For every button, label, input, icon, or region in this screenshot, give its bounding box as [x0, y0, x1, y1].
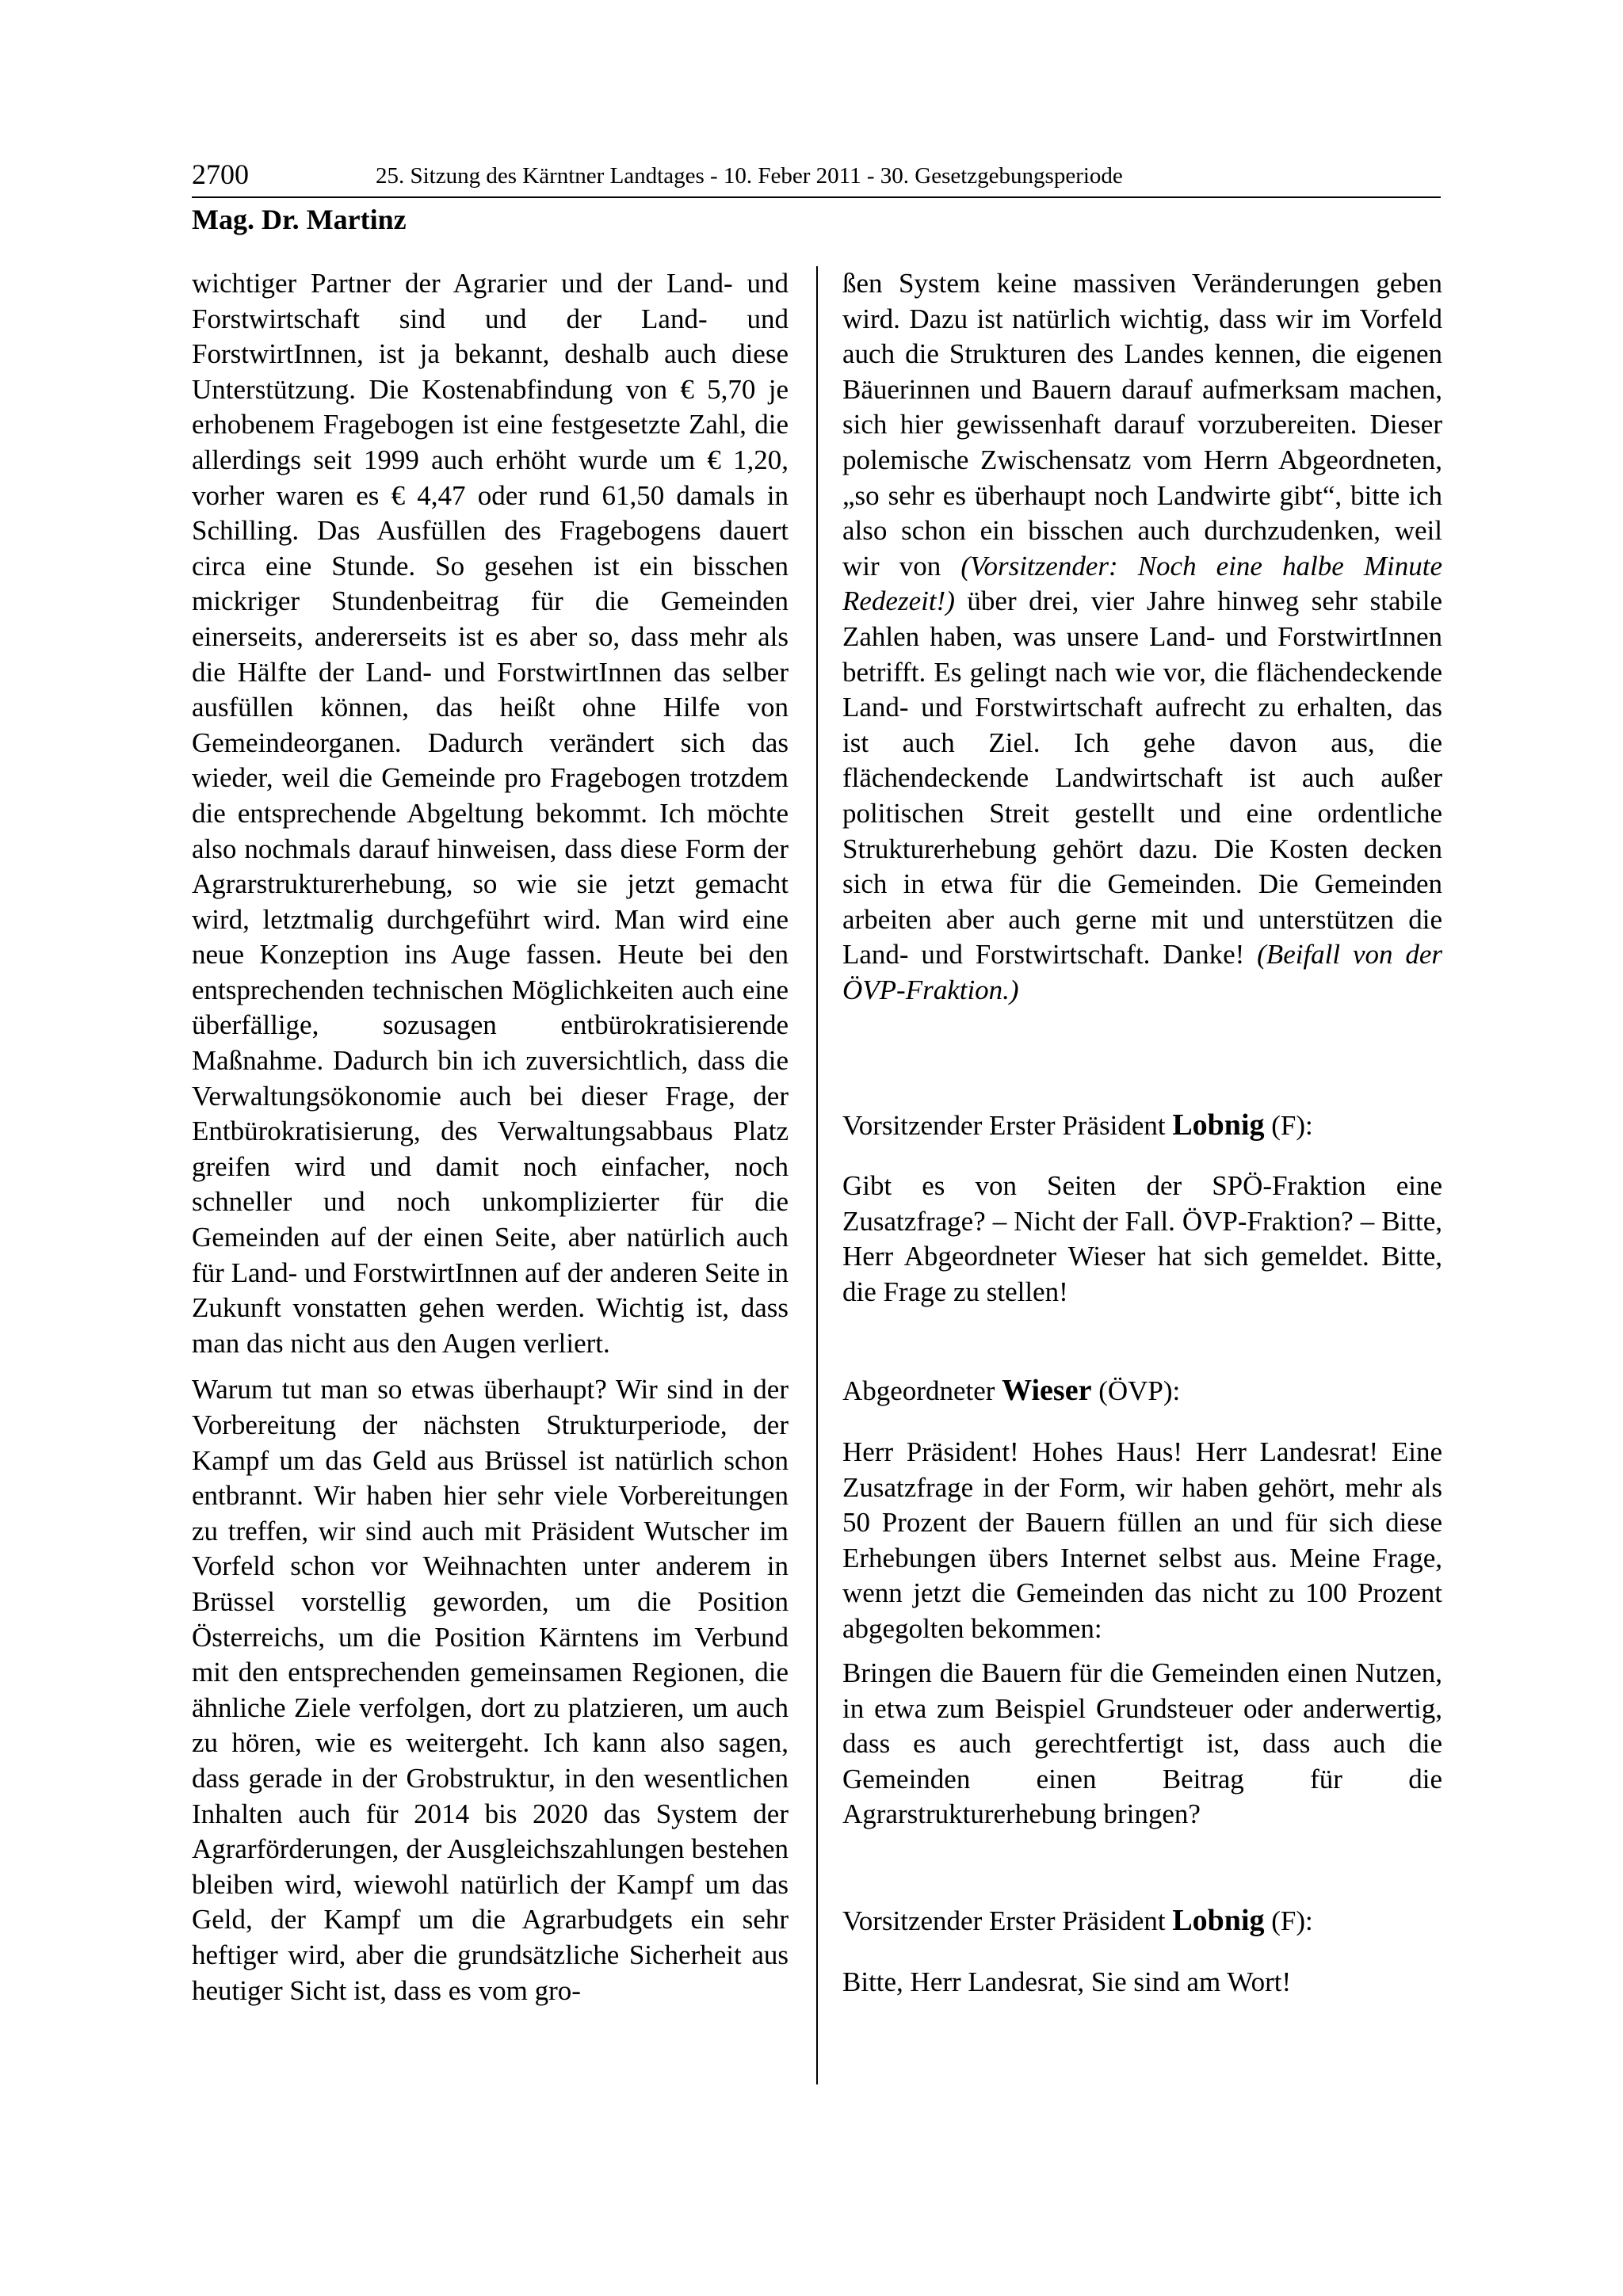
applause-note: (Beifall von der ÖVP-Fraktion.)	[842, 939, 1443, 1005]
speaker-name: Lobnig	[1172, 1904, 1265, 1937]
speech-text: über drei, vier Jahre hinweg sehr stabile Zahlen haben, was unsere Land- und ForstwirtInnen betrifft. Es gelingt nach wie vor, die flächendeckende Land- und Forstwirtschaft aufrecht zu erhalten, das ist auch Ziel. Ich gehe davon aus, die flächendeckende Landwirtschaft ist auch außer politischen Streit gestellt und eine ordentliche Strukturerhebung gehört dazu. Die Kosten decken sich in etwa für die Gemeinden. Die Gemeinden arbeiten aber auch gerne mit und unterstützen die Land- und Forstwirtschaft. Danke!	[842, 585, 1442, 971]
speaker-party: (F):	[1271, 1110, 1313, 1141]
speaker-line-lobnig-1	[842, 1108, 1442, 1144]
page-header	[192, 157, 1441, 198]
right-paragraph-4: Bringen die Bauern für die Gemeinden einen Nutzen, in etwa zum Beispiel Grundsteuer oder anderwertig, dass es auch gerechtfertigt ist, dass auch die Gemeinden einen Beitrag für die Agrarstrukturerhebung bringen?	[842, 1657, 1442, 1830]
speaker-party: (F):	[1271, 1905, 1313, 1936]
right-paragraph-5: Bitte, Herr Landesrat, Sie sind am Wort!	[842, 1966, 1292, 1997]
speech-text: ßen System keine massiven Veränderungen geben wird. Dazu ist natürlich wichtig, dass wir im Vorfeld auch die Strukturen des Landes kennen, die eigenen Bäuerinnen und Bauern darauf aufmerksam machen, sich hier gewissenhaft darauf vorzubereiten. Dieser polemische Zwischensatz vom Herrn Abgeordneten, „so sehr es überhaupt noch Landwirte gibt“, bitte ich also schon ein bisschen auch durchzudenken, weil wir von	[842, 268, 1442, 582]
header-rule	[192, 196, 1441, 198]
speaker-role: Vorsitzender Erster Präsident	[842, 1905, 1166, 1936]
left-paragraph-1: wichtiger Partner der Agrarier und der Land- und Forstwirtschaft sind und der Land- und ForstwirtInnen, ist ja bekannt, deshalb auch diese Unterstützung. Die Kostenabfindung von € 5,70 je erhobenem Fragebogen ist eine festgesetzte Zahl, die allerdings seit 1999 auch erhöht wurde um € 1,20, vorher waren es € 4,47 oder rund 61,50 damals in Schilling. Das Ausfüllen des Fragebogens dauert circa eine Stunde. So gesehen ist ein bisschen mickriger Stundenbeitrag für die Gemeinden einerseits, andererseits ist es aber so, dass mehr als die Hälfte der Land- und ForstwirtInnen das selber ausfüllen können, das heißt ohne Hilfe von Gemeindeorganen. Dadurch verändert sich das wieder, weil die Gemeinde pro Fragebogen trotzdem die entsprechende Abgeltung bekommt. Ich möchte also nochmals darauf hinweisen, dass diese Form der Agrarstrukturerhebung, so wie sie jetzt gemacht wird, letztmalig durchgeführt wird. Man wird eine neue Konzeption ins Auge fassen. Heute bei den entsprechenden technischen Möglichkeiten auch eine überfällige, sozusagen entbürokratisierende Maßnahme. Dadurch bin ich zuversichtlich, dass die Verwaltungsökonomie auch bei dieser Frage, der Entbürokratisierung, des Verwaltungsabbaus Platz greifen wird und damit noch einfacher, noch schneller und noch unkomplizierter für die Gemeinden auf der einen Seite, aber natürlich auch für Land- und ForstwirtInnen auf der anderen Seite in Zukunft vonstatten gehen werden. Wichtig ist, dass man das nicht aus den Augen verliert.	[192, 268, 789, 1359]
running-speaker-heading: Mag. Dr. Martinz	[192, 204, 407, 235]
speaker-line-wieser	[842, 1373, 1442, 1409]
speaker-party: (ÖVP):	[1098, 1375, 1181, 1406]
speaker-name: Lobnig	[1172, 1108, 1265, 1142]
session-title: 25. Sitzung des Kärntner Landtages - 10. Feber 2011 - 30. Gesetzgebungsperiode	[376, 163, 1123, 189]
right-paragraph-1	[842, 266, 1442, 1008]
speaker-role: Vorsitzender Erster Präsident	[842, 1110, 1166, 1141]
column-divider	[816, 266, 818, 2084]
left-column	[192, 266, 789, 2008]
left-paragraph-2: Warum tut man so etwas überhaupt? Wir sind in der Vorbereitung der nächsten Strukturperiode, der Kampf um das Geld aus Brüssel ist natürlich schon entbrannt. Wir haben hier sehr viele Vorbereitungen zu treffen, wir sind auch mit Präsident Wutscher im Vorfeld schon vor Weihnachten unter anderem in Brüssel vorstellig geworden, um die Position Österreichs, um die Position Kärntens im Verbund mit den entsprechenden gemeinsamen Regionen, die ähnliche Ziele verfolgen, dort zu platzieren, um auch zu hören, wie es weitergeht. Ich kann also sagen, dass gerade in der Grobstruktur, in den wesentlichen Inhalten auch für 2014 bis 2020 das System der Agrarförderungen, der Ausgleichszahlungen bestehen bleiben wird, wiewohl natürlich der Kampf um das Geld, der Kampf um die Agrarbudgets ein sehr heftiger wird, aber die grundsätzliche Sicherheit aus heutiger Sicht ist, dass es vom gro-	[192, 1374, 789, 2006]
speaker-role: Abgeordneter	[842, 1375, 995, 1406]
speaker-line-lobnig-2	[842, 1903, 1442, 1939]
page-number: 2700	[192, 158, 249, 190]
speaker-name: Wieser	[1002, 1374, 1092, 1407]
right-paragraph-2: Gibt es von Seiten der SPÖ-Fraktion eine Zusatzfrage? – Nicht der Fall. ÖVP-Fraktion? – Bitte, Herr Abgeordneter Wieser hat sich gemeldet. Bitte, die Frage zu stellen!	[842, 1170, 1442, 1307]
interjection: (Vorsitzender: Noch eine halbe Minute Redezeit!)	[842, 550, 1442, 617]
right-paragraph-3: Herr Präsident! Hohes Haus! Herr Landesrat! Eine Zusatzfrage in der Form, wir haben gehört, mehr als 50 Prozent der Bauern füllen an und für sich diese Erhebungen übers Internet selbst aus. Meine Frage, wenn jetzt die Gemeinden das nicht zu 100 Prozent abgegolten bekommen:	[842, 1436, 1442, 1644]
